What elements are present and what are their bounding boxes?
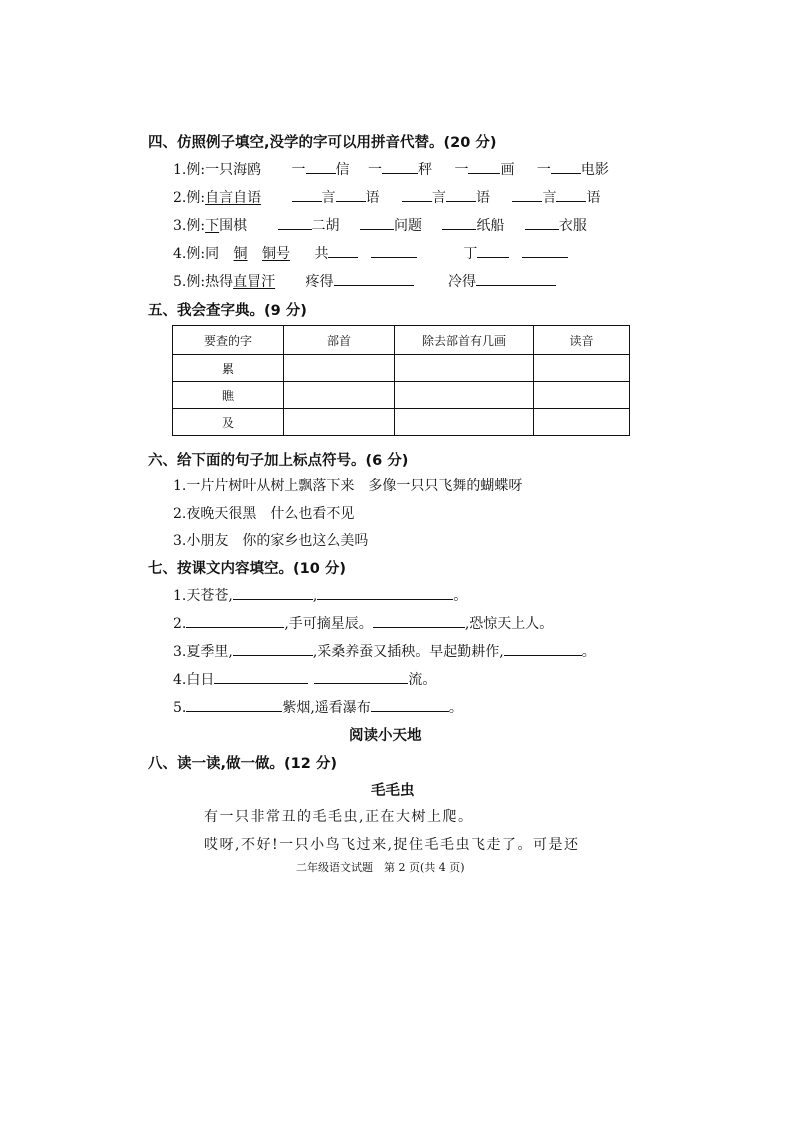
section-7-title: 七、按课文内容填空。(10 分) — [148, 561, 346, 577]
q4-row5-example: 5.例:热得直冒汗 — [173, 274, 276, 290]
q4-r2-word: 语 — [586, 190, 601, 206]
section-6-title: 六、给下面的句子加上标点符号。(6 分) — [148, 453, 409, 469]
q7-text: 紫烟,遥看瀑布 — [282, 700, 371, 716]
q7-text: 2. — [173, 616, 187, 632]
q7-line-5 — [173, 697, 463, 717]
q4-r2-word: 言 — [431, 190, 446, 206]
answer-cell[interactable] — [395, 409, 534, 436]
blank[interactable] — [504, 641, 582, 656]
blank[interactable] — [442, 215, 476, 230]
table-row — [173, 382, 630, 409]
blank[interactable] — [292, 187, 322, 202]
story-title: 毛毛虫 — [371, 783, 415, 799]
q4-row-4 — [173, 243, 568, 263]
table-header: 要查的字 — [173, 326, 284, 355]
q4-row2-example: 2.例:自言自语 — [173, 190, 262, 206]
blank[interactable] — [551, 159, 581, 174]
blank[interactable] — [314, 669, 408, 684]
q7-text: 4.白日 — [173, 672, 215, 688]
q7-text: 5. — [173, 700, 187, 716]
q4-r1-word: 画 — [500, 162, 515, 178]
blank[interactable] — [382, 159, 418, 174]
blank[interactable] — [476, 271, 556, 286]
table-row — [173, 355, 630, 382]
dictionary-table — [172, 325, 630, 436]
q4-r4-word: 丁 — [463, 246, 478, 262]
answer-cell[interactable] — [284, 409, 395, 436]
answer-cell[interactable] — [284, 355, 395, 382]
table-cell-char: 及 — [173, 409, 284, 436]
q6-sentence-3: 3.小朋友 你的家乡也这么美吗 — [173, 533, 369, 549]
q4-r3-word: 二胡 — [311, 218, 340, 234]
blank[interactable] — [446, 187, 476, 202]
q4-r4-example-word: 铜号 — [261, 246, 290, 262]
q7-text: 。 — [581, 644, 596, 660]
answer-cell[interactable] — [534, 409, 630, 436]
q4-row1-example: 1.例:一只海鸥 — [173, 162, 262, 178]
blank[interactable] — [402, 187, 432, 202]
page-footer: 二年级语文试题 第 2 页(共 4 页) — [296, 861, 465, 874]
answer-cell[interactable] — [395, 382, 534, 409]
blank[interactable] — [477, 243, 509, 258]
story-paragraph-2: 哎呀,不好!一只小鸟飞过来,捉住毛毛虫飞走了。可是还 — [204, 837, 580, 853]
q6-sentence-1: 1.一片片树叶从树上飘落下来 多像一只只飞舞的蝴蝶呀 — [173, 478, 523, 494]
story-paragraph-1: 有一只非常丑的毛毛虫,正在大树上爬。 — [204, 809, 474, 825]
table-header: 部首 — [284, 326, 395, 355]
answer-cell[interactable] — [534, 355, 630, 382]
q4-row3-example: 3.例:下围棋 — [173, 218, 248, 234]
table-row — [173, 409, 630, 436]
blank[interactable] — [336, 187, 366, 202]
table-header: 读音 — [534, 326, 630, 355]
q7-line-4 — [173, 669, 436, 689]
answer-cell[interactable] — [284, 382, 395, 409]
q7-line-2 — [173, 613, 553, 633]
blank[interactable] — [468, 159, 500, 174]
q7-text: ,采桑养蚕又插秧。早起勤耕作, — [312, 644, 504, 660]
section-4-title: 四、仿照例子填空,没学的字可以用拼音代替。(20 分) — [148, 135, 497, 151]
blank[interactable] — [233, 585, 313, 600]
q4-r4-example-char: 铜 — [233, 246, 248, 262]
q7-text: 3.夏季里, — [173, 644, 233, 660]
q4-r1-word: 电影 — [580, 162, 609, 178]
q7-text: ,恐惊天上人。 — [464, 616, 554, 632]
table-header: 除去部首有几画 — [395, 326, 534, 355]
blank[interactable] — [334, 271, 414, 286]
q4-r5-word: 疼得 — [305, 274, 334, 290]
q4-r1-word: 秤 — [417, 162, 432, 178]
q4-r3-word: 纸船 — [476, 218, 505, 234]
reading-heading: 阅读小天地 — [349, 728, 422, 744]
q4-r1-word: 一 — [454, 162, 469, 178]
blank[interactable] — [373, 613, 465, 628]
section-8-title: 八、读一读,做一做。(12 分) — [148, 756, 337, 772]
q7-text: 。 — [448, 700, 463, 716]
q4-r1-word: 一 — [536, 162, 551, 178]
q4-r2-word: 言 — [542, 190, 557, 206]
q4-row-3 — [173, 215, 587, 235]
blank[interactable] — [328, 243, 358, 258]
q7-line-1 — [173, 585, 467, 605]
q4-r5-word: 冷得 — [447, 274, 476, 290]
blank[interactable] — [317, 585, 453, 600]
q7-text: 。 — [453, 588, 468, 604]
q4-r2-word: 语 — [365, 190, 380, 206]
q4-r1-word: 一 — [291, 162, 306, 178]
q4-r1-word: 一 — [367, 162, 382, 178]
blank[interactable] — [233, 641, 313, 656]
q7-text: ,手可摘星辰。 — [284, 616, 373, 632]
q4-r3-word: 衣服 — [558, 218, 587, 234]
q6-sentence-2: 2.夜晚天很黑 什么也看不见 — [173, 506, 355, 522]
q7-text: 1.天苍苍, — [173, 588, 233, 604]
blank[interactable] — [186, 613, 284, 628]
blank[interactable] — [556, 187, 586, 202]
q7-text: , — [312, 588, 318, 604]
q4-r2-word: 言 — [321, 190, 336, 206]
blank[interactable] — [186, 697, 282, 712]
q4-r3-word: 问题 — [393, 218, 422, 234]
blank[interactable] — [371, 697, 449, 712]
q7-line-3 — [173, 641, 596, 661]
blank[interactable] — [278, 215, 312, 230]
q4-r1-word: 信 — [335, 162, 350, 178]
table-cell-char: 瞧 — [173, 382, 284, 409]
blank[interactable] — [525, 215, 559, 230]
blank[interactable] — [512, 187, 542, 202]
blank[interactable] — [306, 159, 336, 174]
blank[interactable] — [214, 669, 308, 684]
q7-text: 流。 — [408, 672, 437, 688]
answer-cell[interactable] — [395, 355, 534, 382]
table-header-row — [173, 326, 630, 355]
q4-r2-word: 语 — [475, 190, 490, 206]
q4-row-2 — [173, 187, 600, 207]
blank[interactable] — [522, 243, 568, 258]
q4-row-5 — [173, 271, 556, 291]
q4-row-1 — [173, 159, 609, 179]
q4-r4-word: 共 — [314, 246, 329, 262]
blank[interactable] — [360, 215, 394, 230]
section-5-title: 五、我会查字典。(9 分) — [148, 303, 307, 319]
blank[interactable] — [371, 243, 417, 258]
answer-cell[interactable] — [534, 382, 630, 409]
table-cell-char: 累 — [173, 355, 284, 382]
q4-row4-example: 4.例:同 — [173, 246, 220, 262]
